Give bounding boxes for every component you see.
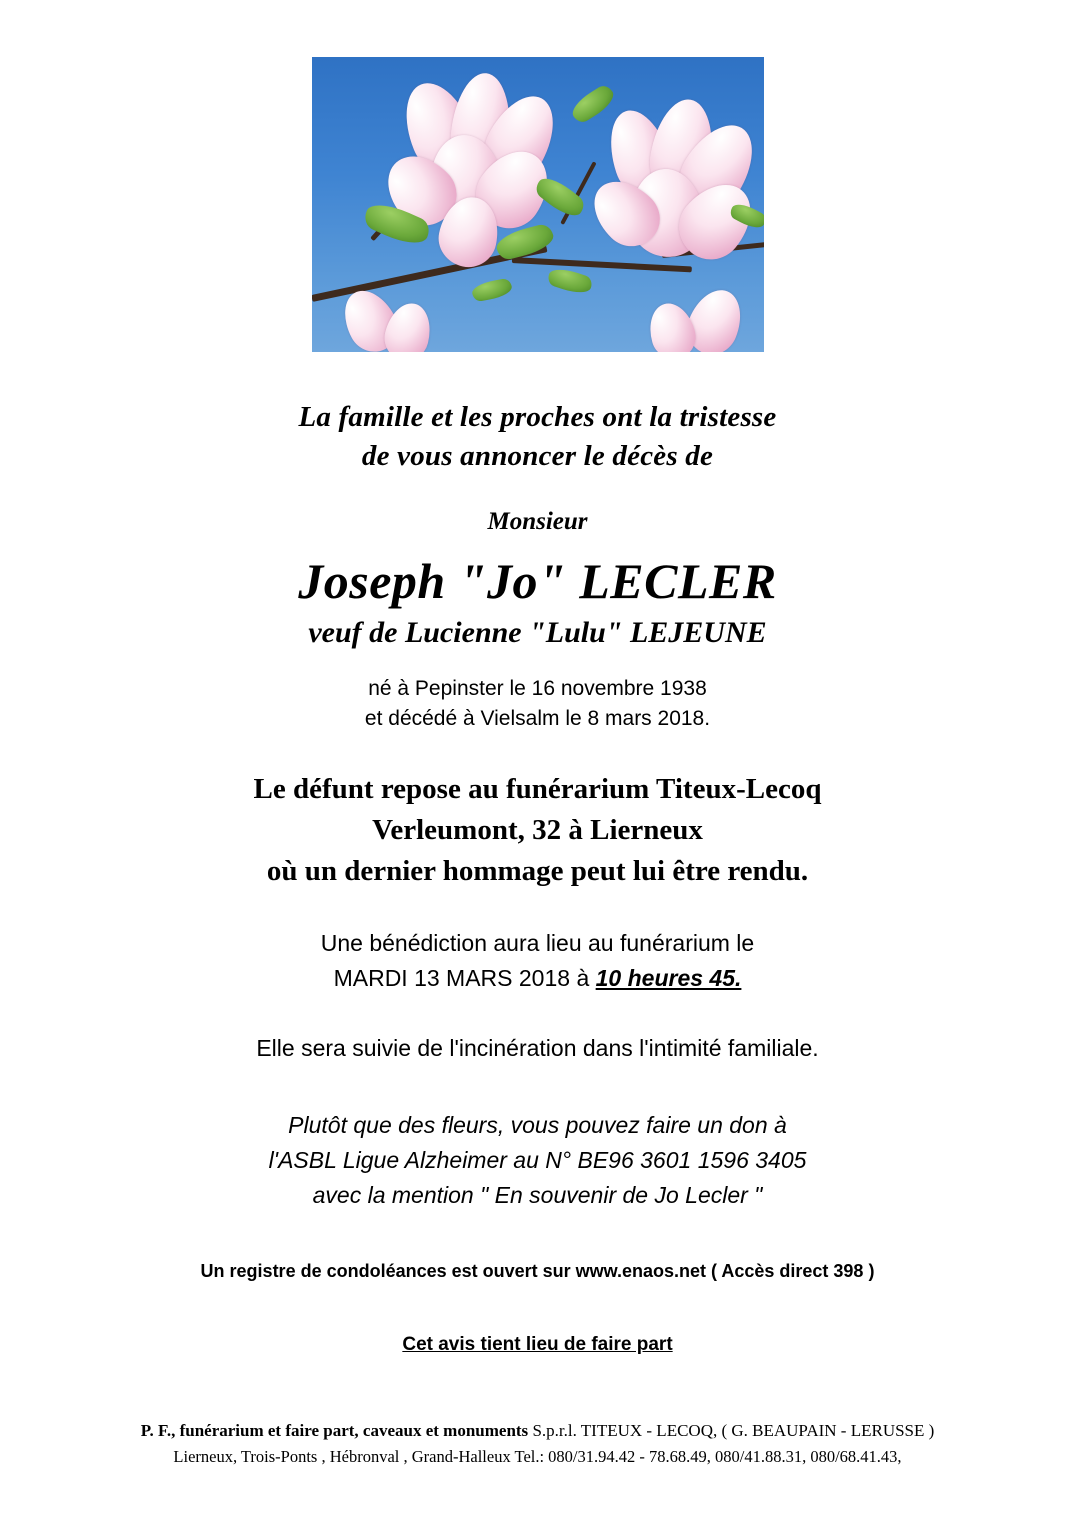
footer-line-1 <box>141 1418 935 1444</box>
benediction-hour: 10 heures 45. <box>595 964 742 991</box>
leaf <box>545 265 593 298</box>
title-monsieur: Monsieur <box>487 507 588 535</box>
donation-block <box>269 1108 807 1213</box>
funerarium-line-1: Le défunt repose au funérarium Titeux-Lecoq <box>253 772 822 805</box>
deceased-name: Joseph "Jo" LECLER <box>298 552 777 609</box>
petal <box>643 298 701 352</box>
intro-line-2: de vous annoncer le décès de <box>361 439 714 472</box>
benediction-block <box>321 926 754 995</box>
birth-line: né à Pepinster le 16 novembre 1938 <box>368 676 707 700</box>
footer-company-rest: S.p.r.l. TITEUX - LECOQ, ( G. BEAUPAIN - LERUSSE ) <box>528 1420 935 1440</box>
magnolia-photo <box>312 57 764 352</box>
benediction-line-1: Une bénédiction aura lieu au funérarium le <box>320 930 755 957</box>
spouse-line: veuf de Lucienne "Lulu" LEJEUNE <box>308 615 767 649</box>
branch-decoration <box>511 257 691 272</box>
benediction-date: MARDI 13 MARS 2018 à <box>333 964 596 991</box>
incineration-line: Elle sera suivie de l'incinération dans l'intimité familiale. <box>256 1035 819 1062</box>
life-dates <box>365 674 710 735</box>
intro-line-1: La famille et les proches ont la tristesse <box>298 401 777 433</box>
notice-line: Cet avis tient lieu de faire part <box>402 1333 673 1355</box>
funerarium-line-2: Verleumont, 32 à Lierneux <box>372 813 703 846</box>
death-line: et décédé à Vielsalm le 8 mars 2018. <box>364 707 711 731</box>
benediction-line-2 <box>321 961 754 996</box>
donation-line-3: avec la mention " En souvenir de Jo Lecler " <box>312 1182 763 1209</box>
donation-line-1: Plutôt que des fleurs, vous pouvez faire un don à <box>288 1112 787 1139</box>
donation-line-2: l'ASBL Ligue Alzheimer au N° BE96 3601 1596 3405 <box>268 1147 807 1174</box>
footer-line-2: Lierneux, Trois-Ponts , Hébronval , Grand-Halleux Tel.: 080/31.94.42 - 78.68.49, 080/41.88.31, 080/68.41.43, <box>173 1447 902 1467</box>
condolence-registry-line: Un registre de condoléances est ouvert sur www.enaos.net ( Accès direct 398 ) <box>200 1260 875 1281</box>
leaf <box>470 278 513 303</box>
footer-block <box>141 1418 935 1470</box>
footer-company-bold: P. F., funérarium et faire part, caveaux et monuments <box>140 1420 529 1440</box>
funerarium-line-3: où un dernier hommage peut lui être rendu. <box>266 854 809 887</box>
photo-canvas <box>312 57 764 352</box>
funerarium-block <box>254 769 822 893</box>
leaf <box>567 82 618 125</box>
intro-text <box>298 398 776 476</box>
leaf <box>532 172 588 223</box>
